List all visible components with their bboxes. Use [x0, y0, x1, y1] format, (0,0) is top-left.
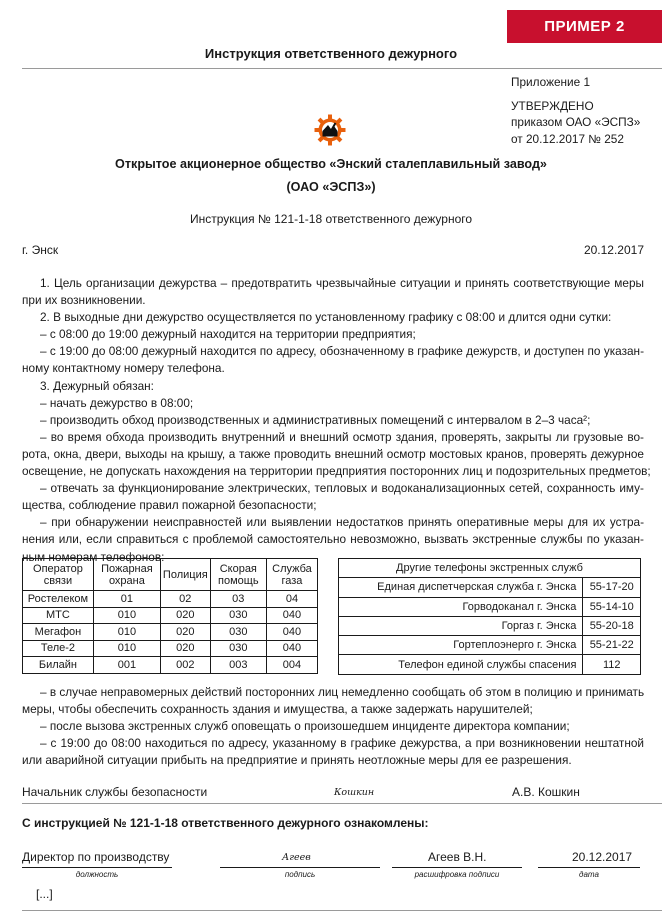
table-header-cell: Скорая помощь: [210, 559, 266, 591]
signature-divider: [22, 803, 662, 804]
body-line: при их возникновении.: [22, 293, 146, 308]
service-name: Телефон единой службы спасения: [339, 655, 583, 674]
body-line: – отвечать за функционирование электрических, тепловых и водоканализационных сетей, сохранность иму-: [40, 481, 644, 496]
body-line: – при обнаружении неисправностей или выявлении недостатков принять оперативные меры для их устра-: [40, 515, 644, 530]
service-phone: 55-14-10: [583, 597, 641, 616]
position-caption: должность: [75, 870, 119, 879]
document-city: г. Энск: [22, 243, 59, 257]
service-phone: 55-21-22: [583, 636, 641, 655]
table-row: [23, 640, 318, 657]
table-cell: 001: [93, 657, 160, 674]
service-name: Горгаз г. Энска: [339, 616, 583, 635]
table-header-row: [339, 559, 641, 578]
gear-hammer-icon: [314, 114, 346, 146]
service-phone: 55-20-18: [583, 616, 641, 635]
table-cell: 030: [210, 640, 266, 657]
table-cell: МТС: [23, 607, 94, 624]
name-caption: расшифровка подписи: [414, 870, 500, 879]
approved-label: УТВЕРЖДЕНО: [511, 98, 594, 113]
body-line: щества, соблюдение правил пожарной безопасности;: [22, 498, 317, 513]
body-line: – с 19:00 до 08:00 находиться по адресу, указанному в графике дежурства, а при возникновении нештатной: [40, 736, 644, 751]
table-cell: 010: [93, 640, 160, 657]
table-row: [339, 597, 641, 616]
table-cell: Мегафон: [23, 624, 94, 641]
date-caption: дата: [579, 870, 599, 879]
appendix-label: Приложение 1: [511, 75, 591, 89]
body-line: – начать дежурство в 08:00;: [40, 395, 194, 410]
employee-position: Директор по производству: [22, 850, 170, 864]
table-header-row: [23, 559, 318, 591]
body-line: меры, чтобы обеспечить сохранность здания и имущества, а также задержать нарушителей;: [22, 702, 533, 717]
table-cell: Билайн: [23, 657, 94, 674]
body-line: ным номерам телефонов:: [22, 549, 165, 564]
date-line: [538, 867, 640, 868]
body-line: освещение, не допускать нахождения на территории предприятия посторонних лиц и подозрительных предметов;: [22, 464, 651, 479]
table-row: [23, 591, 318, 608]
appendix-approval-block: [511, 74, 640, 147]
organization-name: Открытое акционерное общество «Энский сталеплавильный завод»: [115, 157, 547, 171]
service-name: Горводоканал г. Энска: [339, 597, 583, 616]
table-cell: 040: [266, 607, 317, 624]
bottom-divider: [22, 910, 662, 911]
instruction-body-continued: [22, 684, 644, 769]
body-line: 3. Дежурный обязан:: [40, 378, 154, 393]
top-divider: [22, 68, 662, 69]
table-row: [23, 624, 318, 641]
table-cell: 010: [93, 624, 160, 641]
body-line: – в случае неправомерных действий посторонних лиц немедленно сообщать об этом в полицию и принимать: [40, 685, 645, 699]
employee-signature: Агеев: [282, 852, 311, 863]
table-header-cell: Служба газа: [266, 559, 317, 591]
table-cell: 002: [160, 657, 210, 674]
name-line: [392, 867, 522, 868]
table-cell: 02: [160, 591, 210, 608]
table-cell: Теле-2: [23, 640, 94, 657]
continuation-ellipsis: [...]: [36, 887, 53, 901]
table-cell: 004: [266, 657, 317, 674]
organization-short-name: (ОАО «ЭСПЗ»): [286, 180, 376, 194]
employee-name: Агеев В.Н.: [428, 850, 487, 864]
signature-line: [220, 867, 380, 868]
body-line: – после вызова экстренных служб оповещать о произошедшем инциденте директора компании;: [40, 719, 570, 734]
table-row: [339, 636, 641, 655]
table-row: [339, 616, 641, 635]
body-line: рота, окна, двери, выходы на крышу, а также проводить внешний осмотр мостовых кранов, проверять дежурное: [22, 446, 644, 461]
table-header-cell: Оператор связи: [23, 559, 94, 591]
table-cell: 020: [160, 640, 210, 657]
service-name: Гортеплоэнерго г. Энска: [339, 636, 583, 655]
table-row: [23, 607, 318, 624]
table-header-cell: Пожарная охрана: [93, 559, 160, 591]
document-date: 20.12.2017: [583, 243, 644, 257]
body-line: нения или, если справиться с проблемой самостоятельно невозможно, вызвать экстренные службы по указан-: [22, 532, 644, 547]
order-label: приказом ОАО «ЭСПЗ»: [511, 115, 641, 129]
table-cell: 020: [160, 607, 210, 624]
table-row: [23, 657, 318, 674]
body-line: 2. В выходные дни дежурство осуществляется по установленному графику с 08:00 и длится одни сутки:: [40, 310, 612, 325]
instruction-body: [22, 275, 651, 566]
body-line: 1. Цель организации дежурства – предотвратить чрезвычайные ситуации и принять соответствующие меры: [40, 276, 644, 290]
table-cell: 04: [266, 591, 317, 608]
service-phone: 55-17-20: [583, 578, 641, 597]
operators-phone-table: [22, 558, 318, 674]
familiarization-date: 20.12.2017: [572, 850, 633, 864]
table-header-cell: Полиция: [160, 559, 210, 591]
order-date: от 20.12.2017 № 252: [511, 131, 624, 146]
service-phone: 112: [583, 655, 641, 674]
table-cell: 030: [210, 607, 266, 624]
handwritten-signature: Кошкин: [334, 787, 375, 798]
signer-name: А.В. Кошкин: [512, 785, 580, 799]
table-cell: 010: [93, 607, 160, 624]
service-name: Единая диспетчерская служба г. Энска: [339, 578, 583, 597]
table-row: [339, 578, 641, 597]
body-line: – производить обход производственных и административных помещений с интервалом в 2–3 часа²;: [40, 412, 591, 427]
signature-caption: подпись: [284, 870, 316, 879]
table-header-cell: Другие телефоны экстренных служб: [339, 559, 641, 578]
body-line: ному контактному номеру телефона.: [22, 361, 225, 376]
table-cell: 03: [210, 591, 266, 608]
table-cell: 030: [210, 624, 266, 641]
table-cell: 040: [266, 624, 317, 641]
table-cell: 01: [93, 591, 160, 608]
table-cell: 003: [210, 657, 266, 674]
table-cell: 020: [160, 624, 210, 641]
body-line: или аварийной ситуации прибыть на предприятие и принять неотложные меры для ее разрешения.: [22, 753, 572, 768]
signer-role: Начальник службы безопасности: [22, 785, 208, 799]
instruction-title: Инструкция № 121-1-18 ответственного дежурного: [189, 212, 473, 226]
body-line: – с 19:00 до 08:00 дежурный находится по адресу, обозначенному в графике дежурств, и доступен по указан-: [40, 344, 644, 359]
body-line: – во время обхода производить внутренний и внешний осмотр здания, проверять, закрыты ли грузовые во-: [40, 429, 644, 444]
table-cell: 040: [266, 640, 317, 657]
table-row: [339, 655, 641, 674]
body-line: – с 08:00 до 19:00 дежурный находится на территории предприятия;: [40, 327, 416, 342]
position-line: [22, 867, 172, 868]
example-badge: ПРИМЕР 2: [507, 10, 662, 43]
table-cell: Ростелеком: [23, 591, 94, 608]
familiarization-title: С инструкцией № 121-1-18 ответственного дежурного ознакомлены:: [22, 816, 429, 830]
page-title: Инструкция ответственного дежурного: [204, 46, 458, 61]
emergency-services-table: [338, 558, 641, 675]
